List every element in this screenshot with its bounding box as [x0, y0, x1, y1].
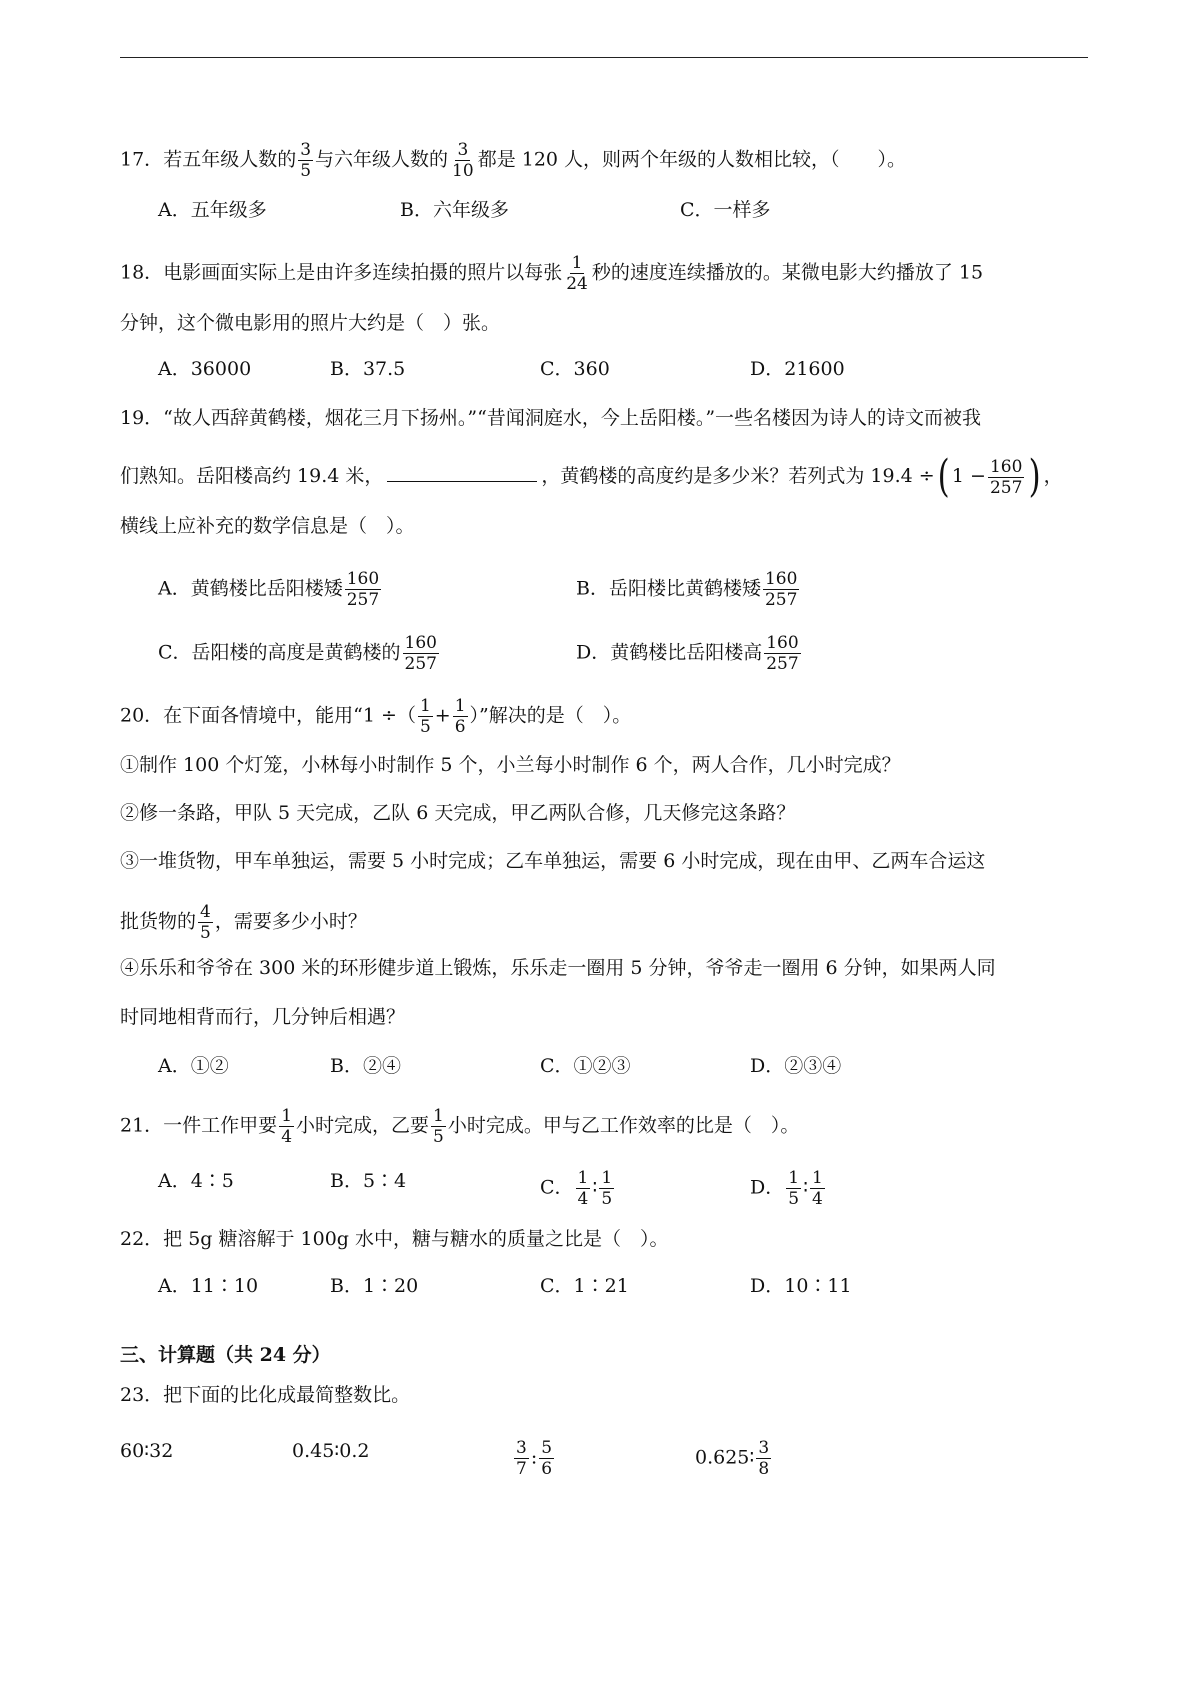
fraction: $\frac{3}{5}$	[300, 140, 312, 181]
question-text: ）”解决的是（ ）。	[469, 704, 632, 727]
question-text: 秒的速度连续播放的。某微电影大约播放了 15	[591, 261, 984, 284]
question-19-line3: 横线上应补充的数学信息是（ ）。	[120, 515, 415, 537]
section-heading: 三、计算题（共 24 分）	[120, 1344, 331, 1366]
question-text: 们熟知。岳阳楼高约 19.4 米，	[120, 465, 384, 487]
question-23: 23．把下面的比化成最简整数比。	[120, 1384, 411, 1406]
question-21	[120, 1106, 799, 1147]
option-c: C． $\frac{1}{4}$ ∶ $\frac{1}{5}$	[540, 1168, 613, 1209]
ratio-4: 0.625∶ $\frac{3}{8}$	[695, 1438, 770, 1479]
question-text: 都是 120 人，则两个年级的人数相比较，（ ）。	[477, 148, 907, 171]
option-a: A．黄鹤楼比岳阳楼矮 $\frac{160}{257}$	[158, 569, 380, 610]
fraction: $\frac{160}{257}$	[989, 456, 1023, 498]
option-b: B．六年级多	[400, 199, 509, 221]
fraction: $\frac{1}{24}$	[566, 253, 588, 294]
option-b: B．1∶20	[330, 1275, 419, 1297]
option-d: D．黄鹤楼比岳阳楼高 $\frac{160}{257}$	[576, 633, 799, 674]
option-a: A．11∶10	[158, 1275, 259, 1297]
question-18	[120, 253, 983, 294]
question-17	[120, 140, 906, 181]
question-text: 与六年级人数的	[315, 148, 449, 171]
option-d: D．21600	[750, 358, 845, 380]
question-text: 20．在下面各情境中，能用“1 ÷（	[120, 704, 416, 727]
option-d: D．②③④	[750, 1055, 842, 1077]
ratio-2: 0.45∶0.2	[292, 1440, 370, 1462]
option-d: D．10∶11	[750, 1275, 852, 1297]
question-22: 22．把 5g 糖溶解于 100g 水中，糖与糖水的质量之比是（ ）。	[120, 1228, 669, 1250]
option-a: A．①②	[158, 1055, 229, 1077]
option-a: A．36000	[158, 358, 252, 380]
question-text: 小时完成，乙要	[296, 1114, 430, 1137]
fraction: $\frac{1}{6}$	[454, 696, 466, 737]
top-rule	[120, 57, 1088, 58]
question-text: 21．一件工作甲要	[120, 1114, 278, 1137]
option-a: A．4∶5	[158, 1170, 234, 1192]
question-18-line2: 分钟，这个微电影用的照片大约是（ ）张。	[120, 312, 501, 334]
option-b: B．岳阳楼比黄鹤楼矮 $\frac{160}{257}$	[576, 569, 798, 610]
scenario-1: ①制作 100 个灯笼，小林每小时制作 5 个，小兰每小时制作 6 个，两人合作，几小时完成？	[120, 754, 901, 776]
question-text: ，黄鹤楼的高度约是多少米？若列式为 19.4 ÷	[541, 465, 935, 487]
option-c: C．①②③	[540, 1055, 631, 1077]
option-a: A．五年级多	[158, 199, 267, 221]
option-c: C．1∶21	[540, 1275, 629, 1297]
option-b: B．5∶4	[330, 1170, 407, 1192]
option-b: B．②④	[330, 1055, 401, 1077]
scenario-3-line2: 批货物的 $\frac{4}{5}$ ，需要多少小时？	[120, 902, 367, 943]
fraction: $\frac{1}{5}$	[419, 696, 431, 737]
answer-blank	[387, 461, 537, 482]
question-text: 小时完成。甲与乙工作效率的比是（ ）。	[447, 1114, 800, 1137]
option-c: C．360	[540, 358, 610, 380]
option-b: B．37.5	[330, 358, 406, 380]
question-20: 20．在下面各情境中，能用“1 ÷（ $\frac{1}{5}$ + $\frac{1}{6}$ ）”解决的是（ ）。	[120, 696, 632, 737]
expression-text: 1 −	[951, 465, 986, 487]
question-number: 17．	[120, 148, 164, 171]
paren-open: (	[937, 451, 950, 502]
question-text: 电影画面实际上是由许多连续拍摄的照片以每张	[163, 261, 563, 284]
scenario-3: ③一堆货物，甲车单独运，需要 5 小时完成；乙车单独运，需要 6 小时完成，现在由甲、乙两车合运这	[120, 850, 986, 872]
scenario-4: ④乐乐和爷爷在 300 米的环形健步道上锻炼，乐乐走一圈用 5 分钟，爷爷走一圈用 6 分钟，如果两人同	[120, 957, 996, 979]
fraction: $\frac{1}{5}$	[433, 1106, 444, 1147]
paren-close: )	[1028, 451, 1041, 502]
question-number: 18．	[120, 261, 164, 284]
option-d: D． $\frac{1}{5}$ ∶ $\frac{1}{4}$	[750, 1168, 823, 1209]
fraction: $\frac{3}{10}$	[452, 140, 474, 181]
option-c: C．岳阳楼的高度是黄鹤楼的 $\frac{160}{257}$	[158, 633, 437, 674]
question-19-line2: 们熟知。岳阳楼高约 19.4 米， ，黄鹤楼的高度约是多少米？若列式为 19.4 ÷( 1 − $\frac{160}{257}$ ) ，	[120, 451, 1063, 502]
option-c: C．一样多	[680, 199, 771, 221]
scenario-2: ②修一条路，甲队 5 天完成，乙队 6 天完成，甲乙两队合修，几天修完这条路？	[120, 802, 796, 824]
ratio-1: 60∶32	[120, 1440, 174, 1462]
fraction: $\frac{1}{4}$	[281, 1106, 293, 1147]
question-19: 19．“故人西辞黄鹤楼，烟花三月下扬州。”“昔闻洞庭水，今上岳阳楼。”一些名楼因为诗人的诗文而被我	[120, 407, 982, 429]
fraction: $\frac{4}{5}$	[200, 902, 211, 943]
scenario-4-line2: 时同地相背而行，几分钟后相遇？	[120, 1006, 406, 1028]
question-text: 若五年级人数的	[163, 148, 297, 171]
ratio-3: $\frac{3}{7}$ : $\frac{5}{6}$	[516, 1438, 553, 1479]
